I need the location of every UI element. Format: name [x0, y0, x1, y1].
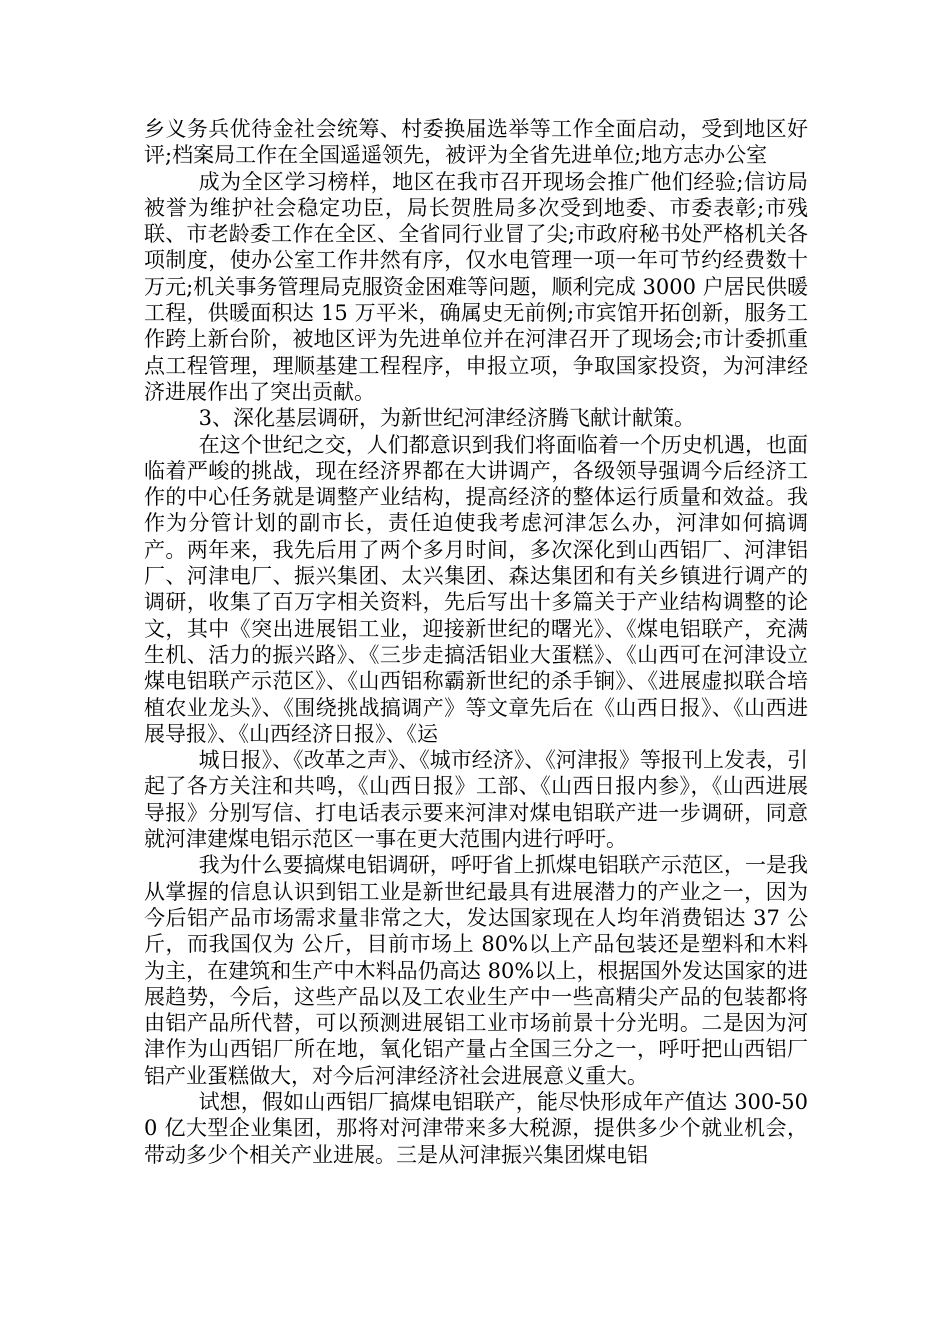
paragraph-5: 城日报》、《改革之声》、《城市经济》、《河津报》等报刊上发表，引起了各方关注和共鸣，《山西日报》工部、《山西日报内参》，《山西进展导报》分别写信、打电话表示要来河津对煤电铝联产进一步调研，同意就河津建煤电铝示范区一事在更大范围内进行呼吁。 [144, 748, 808, 852]
paragraph-6: 我为什么要搞煤电铝调研，呼吁省上抓煤电铝联产示范区，一是我从掌握的信息认识到铝工业是新世纪最具有进展潜力的产业之一，因为今后铝产品市场需求量非常之大，发达国家现在人均年消费铝达 37 公斤，而我国仅为 公斤，目前市场上 80%以上产品包装还是塑料和木料为主，在建筑和生产中木料品仍高达 80%以上，根据国外发达国家的进展趋势，今后，这些产品以及工农业生产中一些高精尖产品的包装都将由铝产品所代替，可以预测进展铝工业市场前景十分光明。二是因为河津作为山西铝厂所在地，氧化铝产量占全国三分之一，呼吁把山西铝厂铝产业蛋糕做大，对今后河津经济社会进展意义重大。 [144, 853, 808, 1088]
section-heading-3: 3、深化基层调研，为新世纪河津经济腾飞献计献策。 [198, 406, 695, 431]
paragraph-7: 试想，假如山西铝厂搞煤电铝联产，能尽快形成年产值达 300-500 亿大型企业集团，那将对河津带来多大税源，提供多少个就业机会，带动多少个相关产业进展。三是从河津振兴集团煤电铝 [144, 1089, 808, 1167]
document-page [144, 116, 808, 1168]
paragraph-1: 乡义务兵优待金社会统筹、村委换届选举等工作全面启动，受到地区好评;档案局工作在全国遥遥领先，被评为全省先进单位;地方志办公室 [144, 117, 808, 168]
paragraph-4: 在这个世纪之交，人们都意识到我们将面临着一个历史机遇，也面临着严峻的挑战，现在经济界都在大讲调产，各级领导强调今后经济工作的中心任务就是调整产业结构，提高经济的整体运行质量和效益。我作为分管计划的副市长，责任迫使我考虑河津怎么办，河津如何搞调产。两年来，我先后用了两个多月时间，多次深化到山西铝厂、河津铝厂、河津电厂、振兴集团、太兴集团、森达集团和有关乡镇进行调产的调研，收集了百万字相关资料，先后写出十多篇关于产业结构调整的论文，其中《突出进展铝工业，迎接新世纪的曙光》、《煤电铝联产，充满生机、活力的振兴路》、《三步走搞活铝业大蛋糕》、《山西可在河津设立煤电铝联产示范区》、《山西铝称霸新世纪的杀手锏》、《进展虚拟联合培植农业龙头》、《围绕挑战搞调产》等文章先后在《山西日报》、《山西进展导报》、《山西经济日报》、《运 [144, 432, 808, 746]
paragraph-2: 成为全区学习榜样，地区在我市召开现场会推广他们经验;信访局被誉为维护社会稳定功臣，局长贺胜局多次受到地委、市委表彰;市残联、市老龄委工作在全区、全省同行业冒了尖;市政府秘书处严格机关各项制度，使办公室工作井然有序，仅水电管理一项一年可节约经费数十万元;机关事务管理局克服资金困难等问题，顺利完成 3000 户居民供暖工程，供暖面积达 15 万平米，确属史无前例;市宾馆开拓创新，服务工作跨上新台阶，被地区评为先进单位并在河津召开了现场会;市计委抓重点工程管理，理顺基建工程程序，申报立项，争取国家投资，为河津经济进展作出了突出贡献。 [144, 169, 808, 404]
